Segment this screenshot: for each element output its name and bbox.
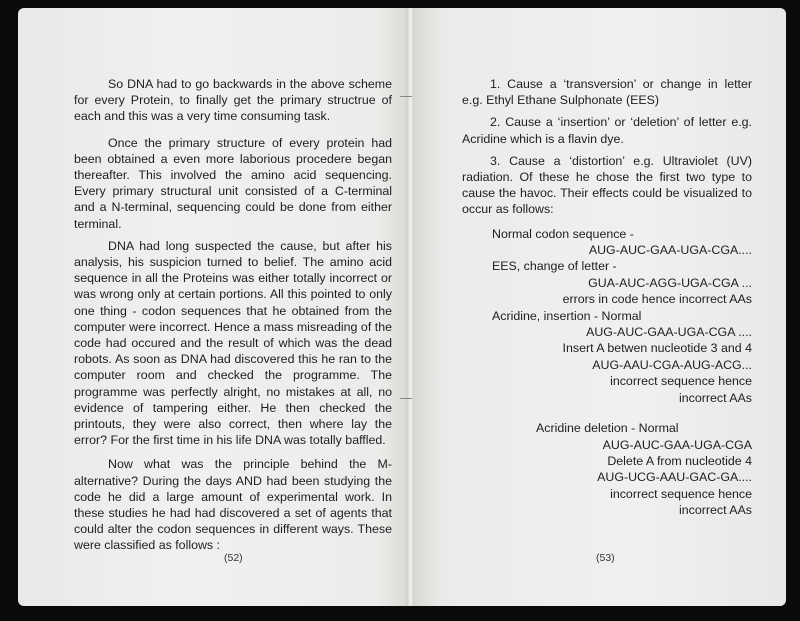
acridine-deletion-result: AUG-UCG-AAU-GAC-GA.... [597,470,752,485]
ees-note: errors in code hence incorrect AAs [562,292,752,307]
ees-sequence: GUA-AUC-AGG-UGA-CGA ... [588,275,752,290]
left-page [18,8,410,606]
right-page [412,8,786,606]
normal-codon-sequence: AUG-AUC-GAA-UGA-CGA.... [588,243,752,258]
ees-label: EES, change of letter - [492,259,617,274]
acridine-insertion-note-1: incorrect sequence hence [610,374,752,389]
acridine-deletion-note-2: incorrect AAs [679,503,752,518]
acridine-insertion-label: Acridine, insertion - Normal [492,308,642,323]
acridine-deletion-instruction: Delete A from nucleotide 4 [607,453,752,468]
acridine-insertion-normal-sequence: AUG-AUC-GAA-UGA-CGA .... [586,325,752,340]
acridine-insertion-note-2: incorrect AAs [679,390,752,405]
left-page-number: (52) [224,552,243,564]
right-paragraph-2: 2. Cause a ‘insertion’ or ‘deletion’ of letter e.g. Acridine which is a flavin dye. [462,115,752,146]
normal-codon-label: Normal codon sequence - [492,226,634,241]
right-page-number: (53) [596,552,615,564]
left-paragraph-3: DNA had long suspected the cause, but after his analysis, his suspicion turned to belief. The amino acid sequence in all the Proteins was either totally incorrect or was wrong only at certain portions. All this pointed to only one thing - codon sequences that he obtained from the computer were incorrect. Hence a mass misreading of the code had occured and the result of which was the dead robots. As soon as DNA had discovered this he ran to the computer room and checked the programme. The programme was perfectly alright, no mistakes at all, no evidence of tampering either. He then checked the printouts, they were also correct, then where lay the error? For the first time in his life DNA was totally baffled. [74,238,392,448]
acridine-deletion-label: Acridine deletion - Normal [536,421,679,436]
left-paragraph-2: Once the primary structure of every protein had been obtained a even more laborious procedere began thereafter. This involved the amino acid sequencing. Every primary structural unit consisted of a C-terminal and a N-terminal, sequencing could be done from either terminal. [74,135,392,231]
right-paragraph-1: 1. Cause a ‘transversion’ or change in letter e.g. Ethyl Ethane Sulphonate (EES) [462,77,752,108]
right-paragraph-3: 3. Cause a ‘distortion’ e.g. Ultraviolet (UV) radiation. Of these he chose the first two type to cause the havoc. Their effects could be visualized to occur as follows: [462,153,752,217]
left-paragraph-4: Now what was the principle behind the M-alternative? During the days AND had been studying the code he did a large amount of experimental work. In these studies he had had discovered a set of agents that could alter the codon sequences in different ways. These were classified as follows : [74,457,392,553]
acridine-deletion-note-1: incorrect sequence hence [610,486,752,501]
acridine-insertion-result: AUG-AAU-CGA-AUG-ACG... [592,357,752,372]
acridine-insertion-instruction: Insert A betwen nucleotide 3 and 4 [562,341,752,356]
acridine-deletion-normal-sequence: AUG-AUC-GAA-UGA-CGA [602,437,752,452]
left-paragraph-1: So DNA had to go backwards in the above scheme for every Protein, to finally get the primary structrue of each and this was a very time consuming task. [74,77,392,124]
